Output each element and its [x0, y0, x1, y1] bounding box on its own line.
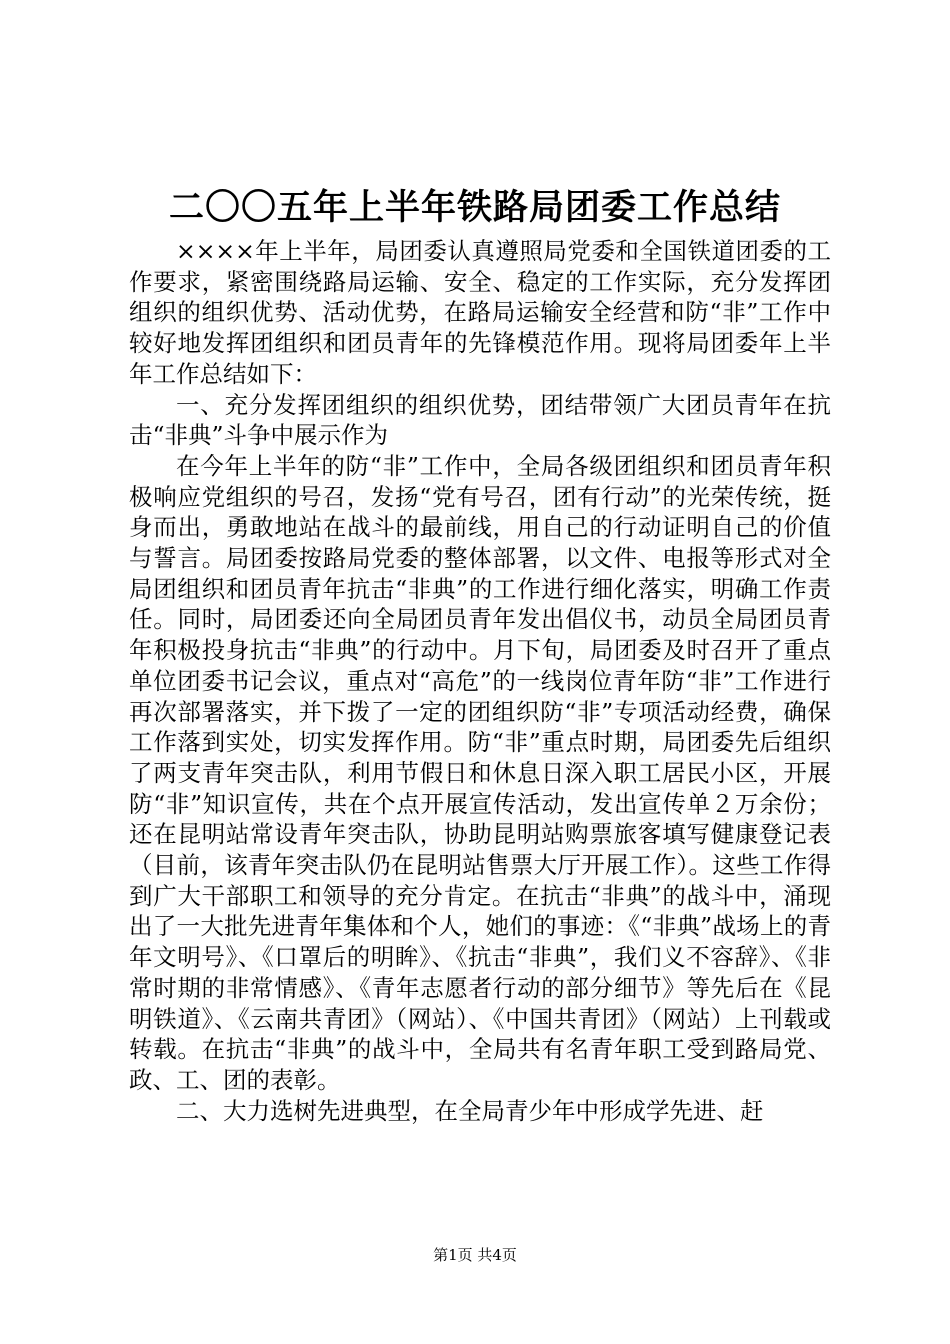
document-body — [129, 236, 831, 1126]
document-title: 二〇〇五年上半年铁路局团委工作总结 — [168, 187, 781, 228]
page-footer: 第1页 共4页 — [433, 1246, 517, 1264]
section-heading-1: 一、充分发挥团组织的组织优势，团结带领广大团员青年在抗击“非典”斗争中展示作为 — [129, 390, 831, 450]
paragraph-intro: ××××年上半年，局团委认真遵照局党委和全国铁道团委的工作要求，紧密围绕路局运输、安全、稳定的工作实际，充分发挥团组织的组织优势、活动优势，在路局运输安全经营和防“非”工作中较好地发挥团组织和团员青年的先锋模范作用。现将局团委年上半年工作总结如下： — [129, 237, 831, 388]
paragraph-section-1: 在今年上半年的防“非”工作中，全局各级团组织和团员青年积极响应党组织的号召，发扬“党有号召，团有行动”的光荣传统，挺身而出，勇敢地站在战斗的最前线，用自己的行动证明自己的价值与誓言。局团委按路局党委的整体部署，以文件、电报等形式对全局团组织和团员青年抗击“非典”的工作进行细化落实，明确工作责任。同时，局团委还向全局团员青年发出倡仪书，动员全局团员青年积极投身抗击“非典”的行动中。月下旬，局团委及时召开了重点单位团委书记会议，重点对“高危”的一线岗位青年防“非”工作进行再次部署落实，并下拨了一定的团组织防“非”专项活动经费，确保工作落到实处，切实发挥作用。防“非”重点时期，局团委先后组织了两支青年突击队，利用节假日和休息日深入职工居民小区，开展防“非”知识宣传，共在个点开展宣传活动，发出宣传单２万余份；还在昆明站常设青年突击队，协助昆明站购票旅客填写健康登记表（目前，该青年突击队仍在昆明站售票大厅开展工作）。这些工作得到广大干部职工和领导的充分肯定。在抗击“非典”的战斗中，涌现出了一大批先进青年集体和个人，她们的事迹：《“非典”战场上的青年文明号》、《口罩后的明眸》、《抗击“非典”，我们义不容辞》、《非常时期的非常情感》、《青年志愿者行动的部分细节》等先后在《昆明铁道》、《云南共青团》（网站）、《中国共青团》（网站）上刊载或转载。在抗击“非典”的战斗中，全局共有名青年职工受到路局党、政、工、团的表彰。 — [129, 451, 831, 1094]
section-heading-2: 二、大力选树先进典型，在全局青少年中形成学先进、赶 — [176, 1096, 764, 1125]
